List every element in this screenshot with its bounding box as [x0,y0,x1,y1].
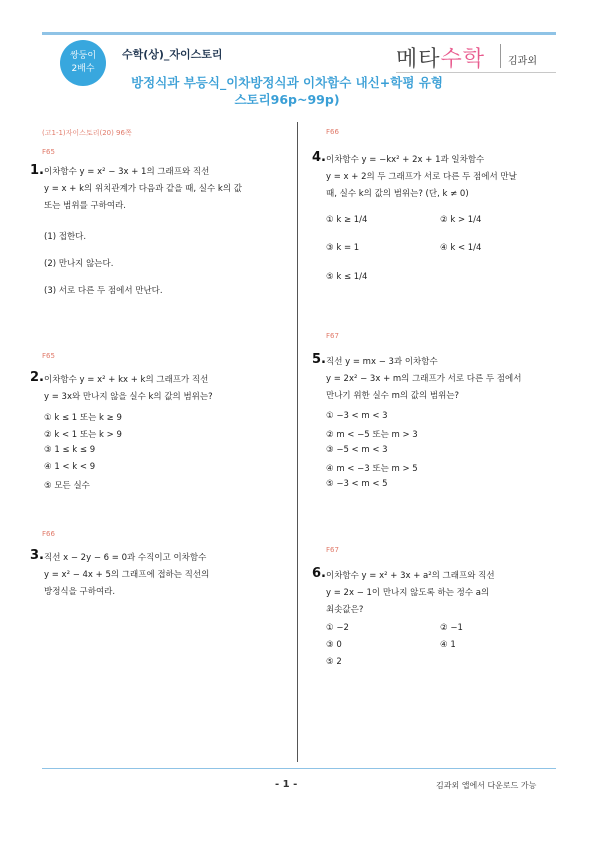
question-line: y = 2x² − 3x + m의 그래프가 서로 다른 두 점에서 [326,374,522,384]
badge-line1: 쌍둥이 [69,51,97,61]
choice-2: ② k > 1/4 [440,215,482,225]
question-line: y = 3x와 만나지 않을 실수 k의 값의 범위는? [44,392,213,402]
question-tag: F65 [42,148,55,156]
footer-rule [42,768,556,769]
choice-1: ① −3 < m < 3 [326,411,388,421]
question-body [326,152,558,203]
choice-3: ③ −5 < m < 3 [326,445,388,455]
badge [60,40,106,86]
question-line: 또는 범위를 구하여라. [44,201,127,211]
choice-1: ① k ≤ 1 또는 k ≥ 9 [44,413,122,423]
header-top-rule [42,32,556,35]
choice-4: ④ 1 < k < 9 [44,462,96,472]
choice-1: ① −2 [326,623,349,633]
series-name: 수학(상)_자이스토리 [122,48,223,61]
choice-4: ④ k < 1/4 [440,243,482,253]
page-number: - 1 - [275,779,298,790]
question-number: 3. [30,548,44,563]
choice-3: ③ 0 [326,640,342,650]
question-line: 직선 x − 2y − 6 = 0과 수직이고 이차함수 [44,553,207,563]
question-number: 4. [312,150,326,165]
brand-logo-b: 수학 [440,47,486,72]
question-line: 이차함수 y = −kx² + 2x + 1과 일차함수 [326,155,485,165]
choice-2: ② −1 [440,623,463,633]
question-line: 최솟값은? [326,605,364,615]
question-number: 6. [312,566,326,581]
question-tag: F66 [326,128,339,136]
title-line2: 스토리96p~99p) [234,92,340,107]
question-body [326,568,558,619]
question-line: 이차함수 y = x² + 3x + a²의 그래프와 직선 [326,571,495,581]
choice-4: ④ m < −3 또는 m > 5 [326,464,418,474]
question-line: 방정식을 구하여라. [44,587,116,597]
brand-logo [396,42,485,73]
choice-3: ③ k = 1 [326,243,360,253]
download-note: 김과외 앱에서 다운로드 가능 [436,781,537,790]
choice-5: ⑤ 2 [326,657,342,667]
question-line: 직선 y = mx − 3과 이차함수 [326,357,438,367]
brand-underline [396,72,556,73]
question-tag: F67 [326,332,339,340]
sub-question: (3) 서로 다른 두 점에서 만난다. [44,286,163,296]
column-divider [297,122,298,762]
question-line: 만나기 위한 실수 m의 값의 범위는? [326,391,460,401]
choice-4: ④ 1 [440,640,456,650]
question-body [326,354,558,405]
choice-5: ⑤ −3 < m < 5 [326,479,388,489]
title-line1: 방정식과 부등식_이차방정식과 이차함수 내신+학평 유형 [131,75,443,90]
brand-logo-a: 메타 [396,47,441,72]
choice-1: ① k ≥ 1/4 [326,215,368,225]
question-line: 이차함수 y = x² − 3x + 1의 그래프와 직선 [44,167,210,177]
question-body [44,550,290,601]
question-line: y = x + 2의 두 그래프가 서로 다른 두 점에서 만날 [326,172,517,182]
question-number: 5. [312,352,326,367]
brand-separator [500,44,501,68]
source-reference: (고1-1)자이스토리(20) 96쪽 [42,129,132,137]
choice-3: ③ 1 ≤ k ≤ 9 [44,445,96,455]
choice-5: ⑤ k ≤ 1/4 [326,272,368,282]
question-body [44,164,290,215]
question-line: 때, 실수 k의 값의 범위는? (단, k ≠ 0) [326,189,469,199]
question-line: y = x + k의 위치관계가 다음과 같을 때, 실수 k의 값 [44,184,242,194]
question-number: 2. [30,370,44,385]
choice-5: ⑤ 모든 실수 [44,481,90,491]
question-tag: F66 [42,530,55,538]
question-line: 이차함수 y = x² + kx + k의 그래프가 직선 [44,375,209,385]
question-line: y = x² − 4x + 5의 그래프에 접하는 직선의 [44,570,210,580]
badge-line2: 2배수 [71,64,95,74]
choice-2: ② k < 1 또는 k > 9 [44,430,122,440]
question-number: 1. [30,163,44,178]
sub-question: (2) 만나지 않는다. [44,259,114,269]
question-line: y = 2x − 1이 만나지 않도록 하는 정수 a의 [326,588,490,598]
sub-question: (1) 접한다. [44,232,87,242]
question-tag: F65 [42,352,55,360]
choice-2: ② m < −5 또는 m > 3 [326,430,418,440]
question-tag: F67 [326,546,339,554]
brand-sub-logo: 김과외 [508,56,537,67]
worksheet-title [122,74,452,108]
question-body [44,372,290,406]
